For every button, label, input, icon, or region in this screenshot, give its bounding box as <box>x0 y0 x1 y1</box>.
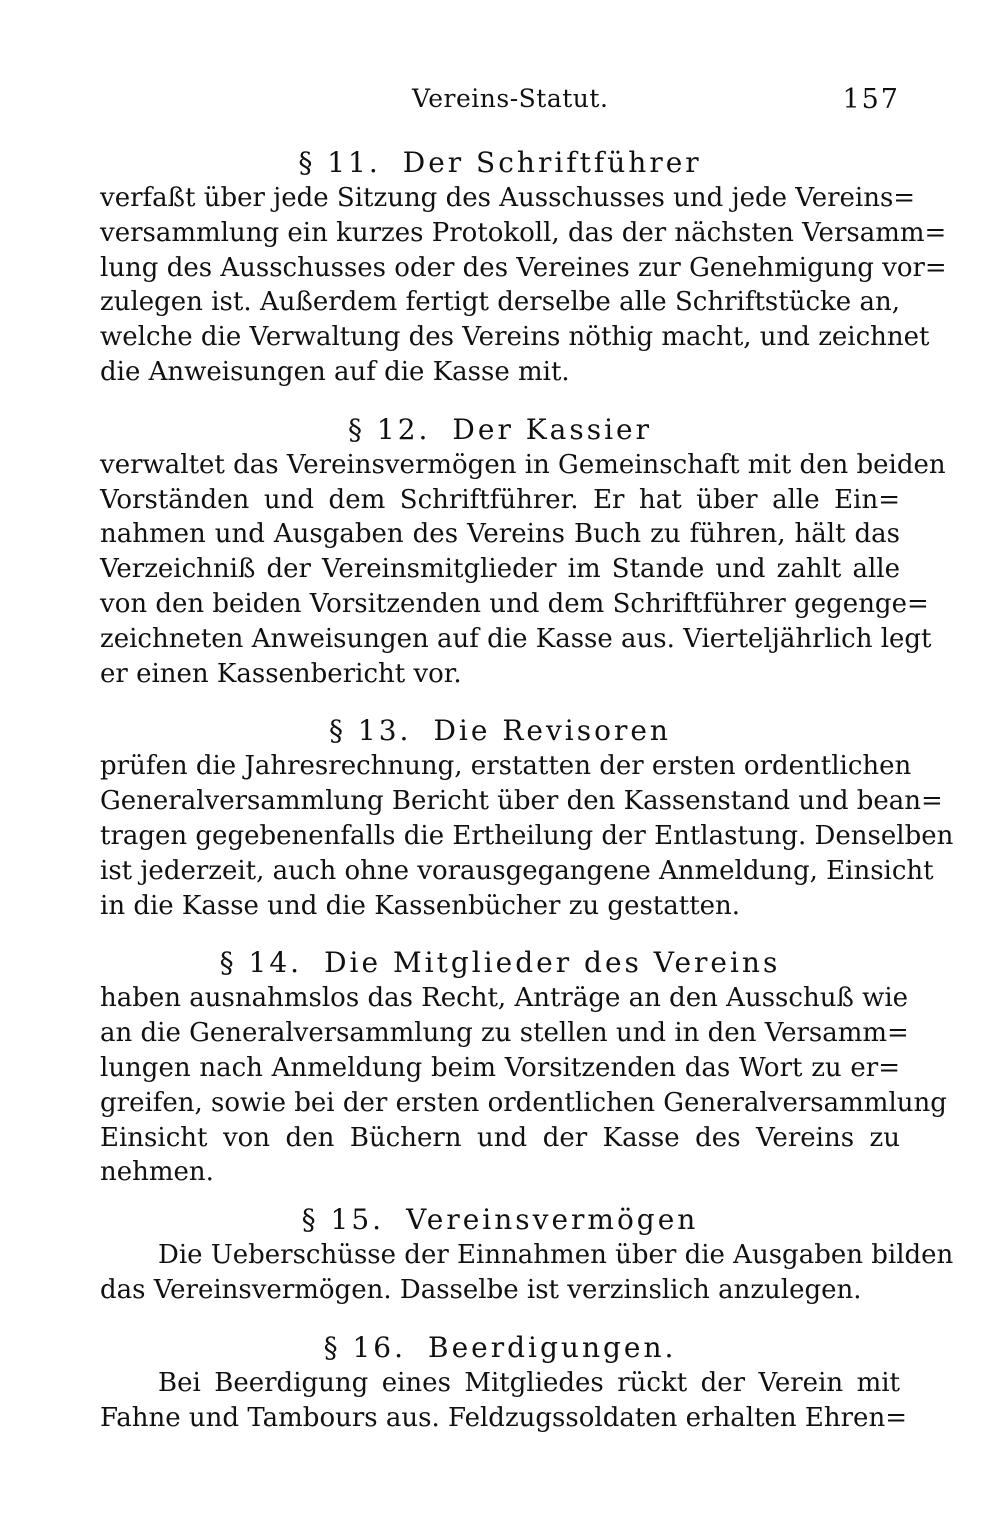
section-paragraph-11 <box>100 181 947 390</box>
text-line: Fahne und Tambours aus. Feldzugssoldaten erhalten Ehren= <box>100 1402 907 1433</box>
text-line: welche die Verwaltung des Vereins nöthig macht, und zeichnet <box>100 322 930 353</box>
section-heading-16 <box>100 1330 900 1366</box>
text-line: Einsicht von den Büchern und der Kasse des Vereins zu <box>100 1122 900 1153</box>
text-line: die Anweisungen auf die Kasse mit. <box>100 356 570 387</box>
section-title: Der Kassier <box>452 412 652 446</box>
text-line: verfaßt über jede Sitzung des Ausschusses und jede Vereins= <box>100 183 916 213</box>
text-line: Bei Beerdigung eines Mitgliedes rückt der Verein mit <box>158 1367 900 1398</box>
text-line: verwaltet das Vereinsvermögen in Gemeinschaft mit den beiden <box>100 449 946 480</box>
text-line: er einen Kassenbericht vor. <box>100 658 462 689</box>
text-line: lungen nach Anmeldung beim Vorsitzenden das Wort zu er= <box>100 1052 900 1083</box>
text-line: tragen gegebenenfalls die Ertheilung der Entlastung. Denselben <box>100 820 954 851</box>
text-line: Generalversammlung Bericht über den Kassenstand und bean= <box>100 786 943 817</box>
text-line: nehmen. <box>100 1157 214 1188</box>
section-number: § 15. <box>301 1203 385 1237</box>
text-line: Verzeichniß der Vereinsmitglieder im Stande und zahlt alle <box>100 554 900 585</box>
text-line: zulegen ist. Außerdem fertigt derselbe alle Schriftstücke an, <box>100 287 900 318</box>
section-title: Die Mitglieder des Vereins <box>324 946 781 980</box>
running-title: Vereins-Statut. <box>412 84 609 113</box>
section-title: Beerdigungen. <box>428 1330 677 1364</box>
text-line: das Vereinsvermögen. Dasselbe ist verzinslich anzulegen. <box>100 1274 862 1305</box>
section-number: § 11. <box>298 146 381 179</box>
section-number: § 16. <box>323 1330 407 1364</box>
section-heading-14 <box>100 945 900 981</box>
section-paragraph-15 <box>100 1238 954 1308</box>
text-line: versammlung ein kurzes Protokoll, das der nächsten Versamm= <box>100 217 947 248</box>
section-number: § 12. <box>347 412 431 446</box>
text-line: ist jederzeit, auch ohne vorausgegangene Anmeldung, Einsicht <box>100 855 934 886</box>
text-line: greifen, sowie bei der ersten ordentlichen Generalversammlung <box>100 1087 947 1118</box>
text-line: nahmen und Ausgaben des Vereins Buch zu führen, hält das <box>100 519 900 550</box>
section-number: § 14. <box>219 946 303 980</box>
section-paragraph-13 <box>100 749 954 923</box>
page-header <box>100 84 900 124</box>
text-line: haben ausnahmslos das Recht, Anträge an den Ausschuß wie <box>100 983 909 1014</box>
section-paragraph-16 <box>100 1366 907 1436</box>
page-number: 157 <box>842 84 900 115</box>
text-line: an die Generalversammlung zu stellen und in den Versamm= <box>100 1018 909 1049</box>
section-number: § 13. <box>329 714 412 748</box>
section-heading-12 <box>100 412 900 448</box>
text-line: von den beiden Vorsitzenden und dem Schriftführer gegenge= <box>100 588 929 619</box>
section-heading-13 <box>100 713 900 749</box>
text-line: Die Ueberschüsse der Einnahmen über die Ausgaben bilden <box>158 1240 954 1271</box>
text-line: in die Kasse und die Kassenbücher zu gestatten. <box>100 890 741 921</box>
section-heading-15 <box>100 1202 900 1238</box>
section-title: Vereinsvermögen <box>406 1203 699 1237</box>
text-line: Vorständen und dem Schriftführer. Er hat über alle Ein= <box>100 484 900 515</box>
text-line: zeichneten Anweisungen auf die Kasse aus. Vierteljährlich legt <box>100 623 932 654</box>
section-paragraph-14 <box>100 981 947 1190</box>
text-line: lung des Ausschusses oder des Vereines zur Genehmigung vor= <box>100 252 947 283</box>
text-line: prüfen die Jahresrechnung, erstatten der ersten ordentlichen <box>100 751 912 782</box>
section-paragraph-12 <box>100 448 946 692</box>
section-heading-11 <box>100 145 900 181</box>
section-title: Der Schriftführer <box>402 146 702 179</box>
page-body <box>100 145 954 1435</box>
section-title: Die Revisoren <box>433 714 671 748</box>
